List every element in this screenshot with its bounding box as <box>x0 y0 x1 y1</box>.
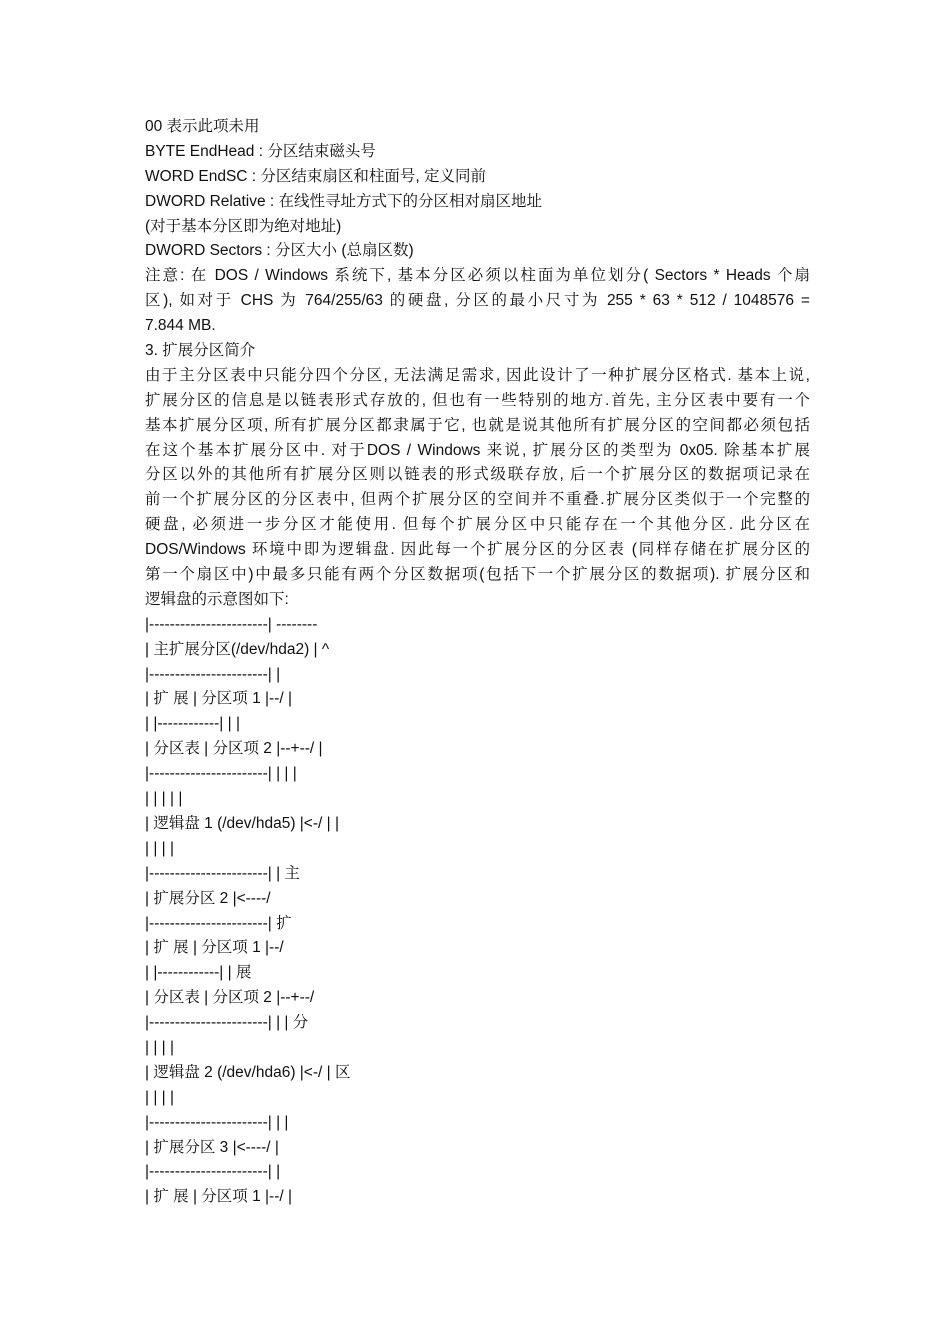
text-line: DWORD Relative : 在线性寻址方式下的分区相对扇区地址 <box>145 192 542 210</box>
text-line: BYTE EndHead : 分区结束磁头号 <box>145 142 376 160</box>
text-line: 分区以外的其他所有扩展分区则以链表的形式级联存放, 后一个扩展分区的数据项记录在 <box>145 466 810 484</box>
diagram-line: | | | | <box>145 839 175 857</box>
diagram-line: | | | | | <box>145 790 183 808</box>
diagram-line: |-----------------------| -------- <box>145 615 318 633</box>
diagram-line: | 扩 展 | 分区项 1 |--/ | <box>145 690 293 708</box>
diagram-line: | 主扩展分区(/dev/hda2) | ^ <box>145 640 330 658</box>
text-line: (对于基本分区即为绝对地址) <box>145 217 342 235</box>
text-line: 注意: 在 DOS / Windows 系统下, 基本分区必须以柱面为单位划分( Sectors * Heads 个扇 <box>145 267 810 285</box>
text-line: 区), 如对于 CHS 为 764/255/63 的硬盘, 分区的最小尺寸为 255 * 63 * 512 / 1048576 = <box>145 292 810 310</box>
text-line: 基本扩展分区项, 所有扩展分区都隶属于它, 也就是说其他所有扩展分区的空间都必须包括 <box>145 416 810 434</box>
text-line: 3. 扩展分区简介 <box>145 342 256 360</box>
document-page <box>145 115 810 1210</box>
diagram-line: |-----------------------| | | 分 <box>145 1014 309 1032</box>
diagram-line: | 分区表 | 分区项 2 |--+--/ | <box>145 740 323 758</box>
diagram-line: |-----------------------| | 主 <box>145 864 300 882</box>
diagram-line: | 扩展分区 3 |<----/ | <box>145 1138 279 1156</box>
diagram-line: | 逻辑盘 2 (/dev/hda6) |<-/ | 区 <box>145 1063 351 1081</box>
text-line: 扩展分区的信息是以链表形式存放的, 但也有一些特别的地方.首先, 主分区表中要有一个 <box>145 391 810 409</box>
diagram-line: | 分区表 | 分区项 2 |--+--/ <box>145 989 315 1007</box>
diagram-line: |-----------------------| | | | <box>145 765 297 783</box>
text-line: 逻辑盘的示意图如下: <box>145 590 289 608</box>
diagram-line: |-----------------------| | <box>145 665 281 683</box>
diagram-line: |-----------------------| 扩 <box>145 914 292 932</box>
diagram-line: |-----------------------| | <box>145 1163 281 1181</box>
diagram-line: | | | | <box>145 1088 175 1106</box>
text-line: 7.844 MB. <box>145 317 216 335</box>
text-line: 第一个扇区中)中最多只能有两个分区数据项(包括下一个扩展分区的数据项). 扩展分区和 <box>145 566 810 584</box>
document-text <box>145 115 810 613</box>
diagram-line: | |------------| | 展 <box>145 964 252 982</box>
text-line: 前一个扩展分区的分区表中, 但两个扩展分区的空间并不重叠.扩展分区类似于一个完整的 <box>145 491 810 509</box>
text-line: DWORD Sectors : 分区大小 (总扇区数) <box>145 242 414 260</box>
diagram-line: | 扩 展 | 分区项 1 |--/ | <box>145 1188 293 1206</box>
text-line: 由于主分区表中只能分四个分区, 无法满足需求, 因此设计了一种扩展分区格式. 基本上说, <box>145 366 810 384</box>
diagram-line: | 逻辑盘 1 (/dev/hda5) |<-/ | | <box>145 814 339 832</box>
text-line: WORD EndSC : 分区结束扇区和柱面号, 定义同前 <box>145 167 487 185</box>
diagram-line: | 扩展分区 2 |<----/ <box>145 889 271 907</box>
diagram-line: |-----------------------| | | <box>145 1113 289 1131</box>
text-line: 硬盘, 必须进一步分区才能使用. 但每个扩展分区中只能存在一个其他分区. 此分区在 <box>145 516 810 534</box>
partition-diagram <box>145 613 810 1210</box>
text-line: 00 表示此项未用 <box>145 118 260 135</box>
text-line: 在这个基本扩展分区中. 对于DOS / Windows 来说, 扩展分区的类型为 0x05. 除基本扩展 <box>145 441 810 459</box>
text-line: DOS/Windows 环境中即为逻辑盘. 因此每一个扩展分区的分区表 (同样存储在扩展分区的 <box>145 541 810 559</box>
diagram-line: | 扩 展 | 分区项 1 |--/ <box>145 939 284 957</box>
diagram-line: | | | | <box>145 1038 175 1056</box>
diagram-line: | |------------| | | <box>145 715 240 733</box>
